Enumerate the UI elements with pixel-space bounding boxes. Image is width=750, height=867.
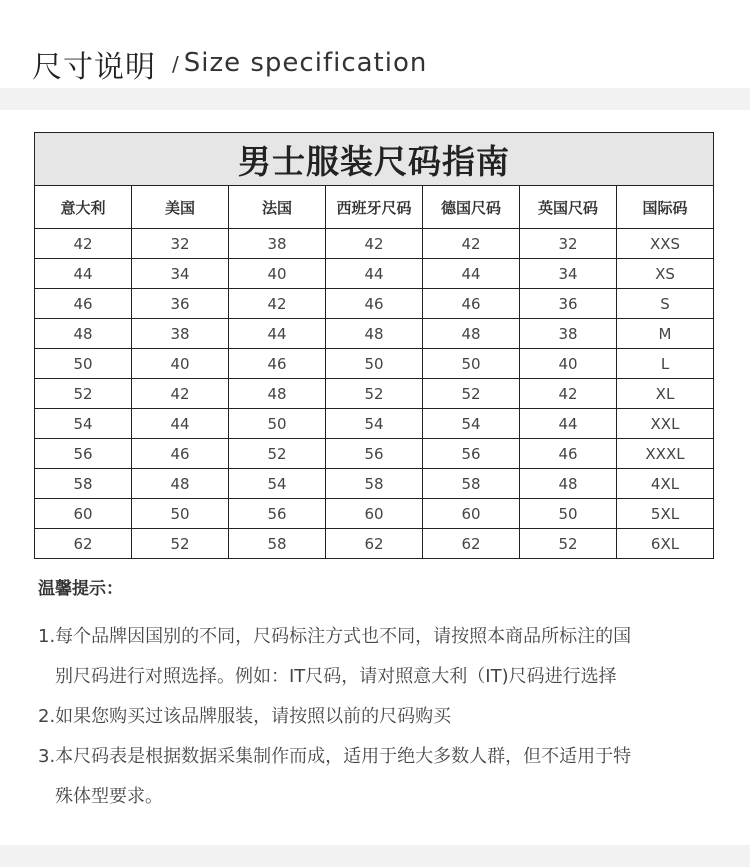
page-title-en-text: Size specification	[183, 48, 428, 78]
table-cell: XXS	[617, 229, 714, 259]
divider-band-bottom	[0, 845, 750, 867]
table-cell: 56	[326, 439, 423, 469]
table-row	[35, 349, 714, 379]
table-cell: 56	[35, 439, 132, 469]
table-cell: L	[617, 349, 714, 379]
table-cell: 60	[326, 499, 423, 529]
table-cell: 50	[35, 349, 132, 379]
table-cell: 44	[229, 319, 326, 349]
column-header: 德国尺码	[423, 186, 520, 229]
table-cell: XXL	[617, 409, 714, 439]
table-cell: 58	[423, 469, 520, 499]
table-cell: XL	[617, 379, 714, 409]
table-header-row	[35, 186, 714, 229]
column-header: 西班牙尺码	[326, 186, 423, 229]
table-cell: 4XL	[617, 469, 714, 499]
table-cell: 62	[326, 529, 423, 559]
table-cell: XS	[617, 259, 714, 289]
tip-line-continued: 别尺码进行对照选择。例如：IT尺码，请对照意大利（IT)尺码进行选择	[55, 666, 617, 687]
table-caption: 男士服装尺码指南	[35, 133, 714, 186]
table-cell: XXXL	[617, 439, 714, 469]
table-cell: 44	[132, 409, 229, 439]
table-cell: 60	[35, 499, 132, 529]
table-cell: 46	[520, 439, 617, 469]
tip-line: 1.每个品牌因国别的不同，尺码标注方式也不同，请按照本商品所标注的国	[38, 626, 632, 647]
column-header: 英国尺码	[520, 186, 617, 229]
table-cell: 52	[35, 379, 132, 409]
table-cell: 42	[132, 379, 229, 409]
tip-item	[38, 617, 718, 697]
table-cell: 40	[520, 349, 617, 379]
table-cell: 56	[229, 499, 326, 529]
table-cell: 58	[35, 469, 132, 499]
table-cell: 52	[423, 379, 520, 409]
table-cell: 52	[520, 529, 617, 559]
table-cell: S	[617, 289, 714, 319]
table-cell: 44	[326, 259, 423, 289]
table-cell: 34	[520, 259, 617, 289]
table-cell: 42	[326, 229, 423, 259]
table-cell: 62	[423, 529, 520, 559]
table-cell: 42	[520, 379, 617, 409]
table-cell: 48	[520, 469, 617, 499]
table-cell: M	[617, 319, 714, 349]
tips-section	[38, 574, 718, 817]
column-header: 国际码	[617, 186, 714, 229]
tip-line: 3.本尺码表是根据数据采集制作而成，适用于绝大多数人群，但不适用于特	[38, 746, 632, 767]
page-title-cn: 尺寸说明	[32, 50, 156, 85]
table-cell: 42	[35, 229, 132, 259]
table-cell: 42	[229, 289, 326, 319]
table-cell: 50	[520, 499, 617, 529]
table-cell: 50	[132, 499, 229, 529]
page-header	[0, 0, 750, 88]
table-cell: 54	[35, 409, 132, 439]
page-title-en	[172, 48, 427, 78]
tips-title: 温馨提示：	[38, 579, 123, 599]
table-cell: 48	[35, 319, 132, 349]
table-cell: 6XL	[617, 529, 714, 559]
column-header: 法国	[229, 186, 326, 229]
table-cell: 52	[229, 439, 326, 469]
tip-item	[38, 697, 718, 737]
table-cell: 52	[326, 379, 423, 409]
tip-item	[38, 737, 718, 817]
table-cell: 52	[132, 529, 229, 559]
tip-line-continued: 殊体型要求。	[55, 786, 163, 807]
size-chart-table	[34, 132, 714, 559]
table-cell: 5XL	[617, 499, 714, 529]
table-cell: 32	[132, 229, 229, 259]
table-cell: 40	[229, 259, 326, 289]
table-cell: 46	[423, 289, 520, 319]
table-cell: 62	[35, 529, 132, 559]
table-row	[35, 499, 714, 529]
column-header: 美国	[132, 186, 229, 229]
table-cell: 44	[520, 409, 617, 439]
table-row	[35, 439, 714, 469]
table-cell: 36	[520, 289, 617, 319]
table-cell: 44	[35, 259, 132, 289]
table-cell: 46	[35, 289, 132, 319]
table-row	[35, 529, 714, 559]
table-cell: 36	[132, 289, 229, 319]
table-cell: 58	[326, 469, 423, 499]
table-row	[35, 379, 714, 409]
table-cell: 48	[132, 469, 229, 499]
table-cell: 48	[423, 319, 520, 349]
table-cell: 54	[423, 409, 520, 439]
tips-list	[38, 617, 718, 817]
table-cell: 38	[229, 229, 326, 259]
table-cell: 54	[326, 409, 423, 439]
table-cell: 48	[229, 379, 326, 409]
title-separator: /	[172, 52, 180, 76]
table-row	[35, 229, 714, 259]
table-row	[35, 319, 714, 349]
table-cell: 50	[229, 409, 326, 439]
table-cell: 40	[132, 349, 229, 379]
column-header: 意大利	[35, 186, 132, 229]
table-cell: 46	[132, 439, 229, 469]
table-row	[35, 409, 714, 439]
table-cell: 42	[423, 229, 520, 259]
table-cell: 44	[423, 259, 520, 289]
table-caption-row	[35, 133, 714, 186]
tip-line: 2.如果您购买过该品牌服装，请按照以前的尺码购买	[38, 706, 452, 727]
table-row	[35, 289, 714, 319]
table-cell: 50	[326, 349, 423, 379]
table-cell: 46	[229, 349, 326, 379]
table-cell: 34	[132, 259, 229, 289]
divider-band-top	[0, 88, 750, 110]
table-cell: 60	[423, 499, 520, 529]
table-row	[35, 469, 714, 499]
table-cell: 38	[132, 319, 229, 349]
table-cell: 32	[520, 229, 617, 259]
table-cell: 48	[326, 319, 423, 349]
table-cell: 56	[423, 439, 520, 469]
table-cell: 38	[520, 319, 617, 349]
table-cell: 54	[229, 469, 326, 499]
table-cell: 58	[229, 529, 326, 559]
table-cell: 46	[326, 289, 423, 319]
table-row	[35, 259, 714, 289]
table-cell: 50	[423, 349, 520, 379]
